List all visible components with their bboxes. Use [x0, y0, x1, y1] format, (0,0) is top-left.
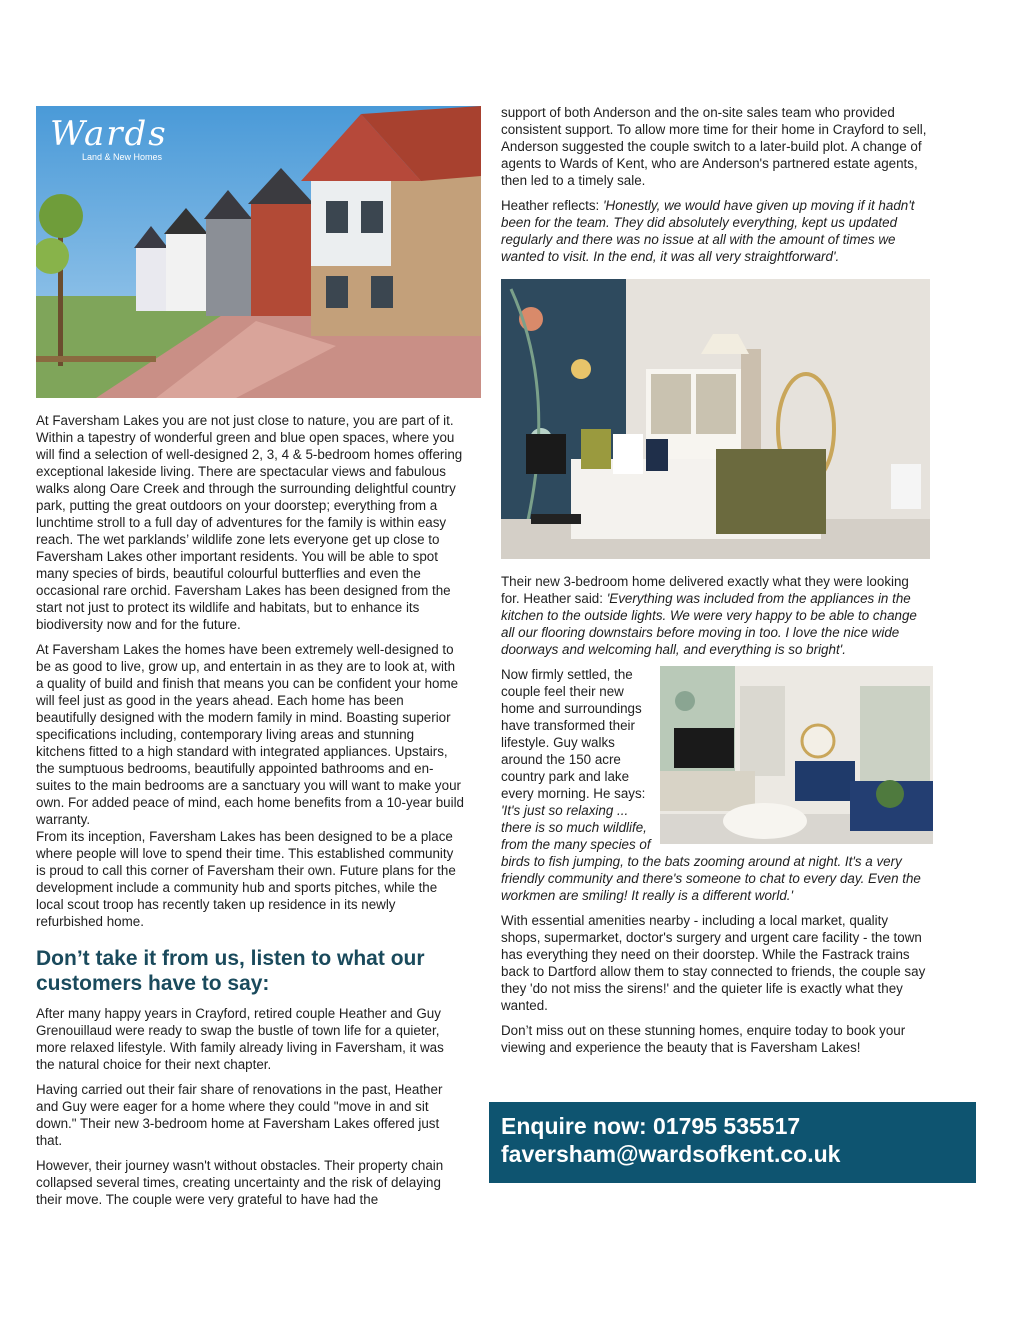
- amenities-paragraph: With essential amenities nearby - including a local market, quality shops, supermarket, doctor's surgery and urgent care facility - the town has everything they need on their doorstep. While the Fastrack trains back to Dartford allow them to stay connected to friends, the couple say they 'do not miss the sirens!' and the quieter life is exactly what they wanted.: [501, 913, 926, 1013]
- settled-quote: 'It's just so relaxing ... there is so much wildlife, from the many species of birds to fish jumping, to the bats zooming around at night. It's a very friendly community and there's someone to chat to every day. Even the workmen are smiling! It really is a different world.': [501, 803, 921, 903]
- crayford-paragraph: After many happy years in Crayford, retired couple Heather and Guy Grenouillaud were ready to swap the bustle of town life for a quieter, more relaxed lifestyle. With family already living in Faversham, it was the natural choice for their next chapter.: [36, 1006, 444, 1072]
- left-column: [36, 412, 466, 1216]
- new-home-lead: Their new 3-bedroom home delivered exactly what they were looking for. Heather said:: [501, 574, 909, 606]
- new-home-quote: 'Everything was included from the appliances in the kitchen to the outside lights. We were very happy to be able to change all our flooring downstairs before moving in too. I love the nice wide doorways and welcoming hall, and everything is so bright'.: [501, 591, 917, 657]
- reflects-quote: 'Honestly, we would have given up moving if it hadn't been for the team. They did absolutely everything, kept us updated regularly and there was no issue at all with the amount of times we wanted to visit. In the end, it was all very straightforward'.: [501, 198, 915, 264]
- new-home-paragraph: [501, 573, 931, 658]
- journey-paragraph: However, their journey wasn't without obstacles. Their property chain collapsed several times, creating uncertainty and the risk of delaying their move. The couple were very grateful to have had the: [36, 1158, 444, 1207]
- community-paragraph: From its inception, Faversham Lakes has been designed to be a place where people will love to spend their time. This established community is proud to call this corner of Faversham their own. Future plans for the development include a community hub and sports pitches, while the local scout troop has recently taken up residence in its newly refurbished home.: [36, 829, 456, 929]
- logo-name: Wards: [50, 114, 168, 154]
- settled-block: [501, 666, 931, 912]
- settled-lead: Now firmly settled, the couple feel their new home and surroundings have transformed their lifestyle. Guy walks around the 150 acre country park and lake every morning. He says:: [501, 667, 646, 801]
- heather-reflects-paragraph: [501, 197, 931, 265]
- design-paragraph: At Faversham Lakes the homes have been extremely well-designed to be as good to live, grow up, and entertain in as they are to look at, with a quality of build and finish that means you can be confident your home will feel just as good in the years ahead. Each home has been beautifully designed with the modern family in mind. Boasting superior specifications including, contemporary living areas and stunning kitchens fitted to a high standard with integrated appliances. Upstairs, the sumptuous bedrooms, beautifully appointed bathrooms and en-suites to the main bedrooms are a sanctuary you will want to make your own. For added peace of mind, each home benefits from a 10-year build warranty.: [36, 642, 465, 827]
- exterior-houses-photo: [36, 106, 481, 398]
- bedroom-photo: [501, 279, 930, 559]
- right-column-top: [501, 104, 931, 273]
- intro-paragraph: At Faversham Lakes you are not just close to nature, you are part of it. Within a tapestry of wonderful green and blue open spaces, where you will find a selection of well-designed 2, 3, 4 & 5-bedroom homes offering exceptional lakeside living. There are spectacular views and fabulous walks along Oare Creek and through the surrounding delightful country park, putting the great outdoors on your doorstep; everything from a lunchtime stroll to a full day of adventures for the family is within easy reach. The wet parklands’ wildlife zone lets everyone get up close to Faversham Lakes other important residents. You will be able to spot many species of birds, beautiful colourful butterflies and even the occasional rare orchid. Faversham Lakes has been designed from the start not just to protect its wildlife and habitats, but to enhance its biodiversity now and for the future.: [36, 413, 463, 632]
- logo-subtitle: Land & New Homes: [82, 152, 163, 162]
- enquire-banner: [489, 1102, 976, 1183]
- section-heading: Don’t take it from us, listen to what our customers have to say:: [36, 947, 425, 995]
- reflects-lead: Heather reflects:: [501, 198, 603, 213]
- renovation-paragraph: Having carried out their fair share of renovations in the past, Heather and Guy were eager for a home where they could "move in and sit down." Their new 3-bedroom home at Faversham Lakes offered just that.: [36, 1082, 443, 1148]
- bedroom-illustration: [501, 279, 930, 559]
- living-room-photo: [660, 666, 933, 844]
- living-room-illustration: [660, 666, 933, 844]
- closing-paragraph: Don’t miss out on these stunning homes, enquire today to book your viewing and experience the beauty that is Faversham Lakes!: [501, 1023, 906, 1055]
- enquire-phone[interactable]: Enquire now: 01795 535517: [501, 1113, 801, 1139]
- wards-logo: [50, 116, 168, 162]
- right-column-middle: [501, 573, 931, 1064]
- enquire-email[interactable]: faversham@wardsofkent.co.uk: [501, 1141, 841, 1167]
- support-paragraph: support of both Anderson and the on-site sales team who provided consistent support. To allow more time for their home in Crayford to sell, Anderson suggested the couple switch to a later-build plot. A change of agents to Wards of Kent, who are Anderson's partnered estate agents, then led to a timely sale.: [501, 105, 927, 188]
